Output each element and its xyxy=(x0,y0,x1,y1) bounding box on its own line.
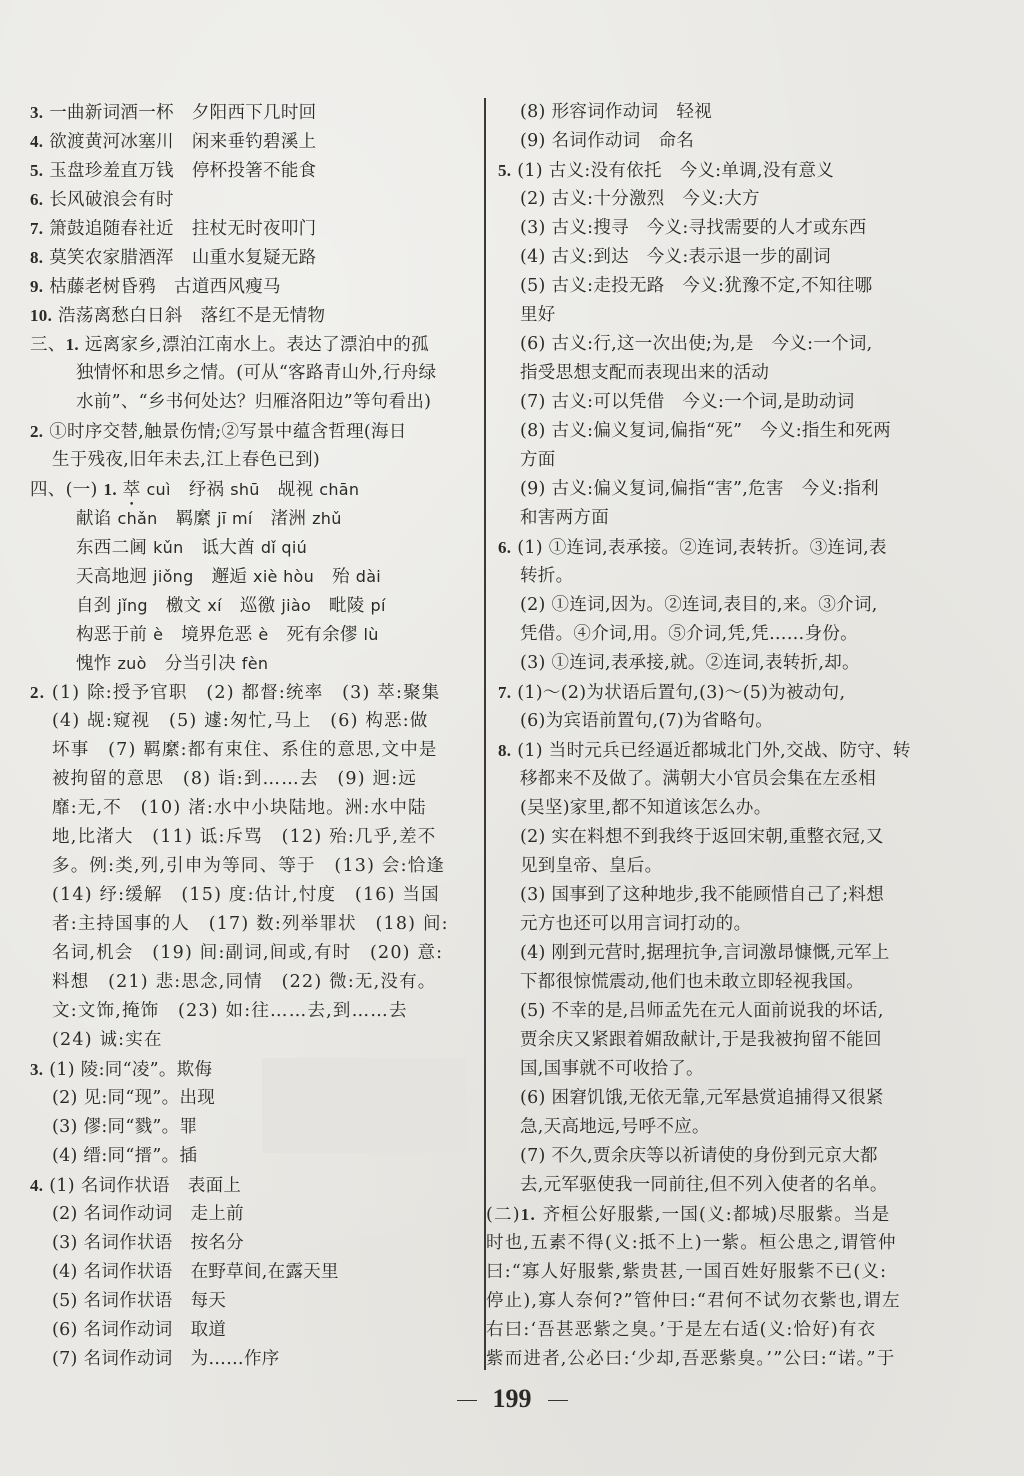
pinyin-row: 自刭 jǐng 檄文 xí 巡徼 jiào 毗陵 pí xyxy=(76,596,386,616)
section-4-q7: 7. (1)～(2)为状语后置句,(3)～(5)为被动句, (6)为宾语前置句,(7)为省略句。 xyxy=(498,683,846,731)
section-4-q4 xyxy=(30,1171,480,1374)
usage-item: (6) 名词作动词 取道 xyxy=(52,1320,227,1340)
right-column xyxy=(486,98,948,1374)
section-4-q3: 3. (1) 陵:同“凌”。欺侮 (2) 见:同“现”。出现 (3) 僇:同“戮”。罪 (4) 缙:同“搢”。插 xyxy=(30,1060,216,1166)
poetry-item: 3. 一曲新词酒一杯 夕阳西下几时回 xyxy=(30,103,317,123)
usage-item: (7) 名词作动词 为……作序 xyxy=(52,1349,280,1369)
section-4-q5: 5. (1) 古义:没有依托 今义:单调,没有意义 (2) 古义:十分激烈 今义:大方 (3) 古义:搜寻 今义:寻找需要的人才或东西 (4) 古义:到达 今义:表示退一步的副词 (5) 古义:走投无路 今义:犹豫不定,不知往哪 里好 (6) 古义:行,这一次出使;为,是 今义:一个词, 指受思想支配而表现出来的活动 (7) 古义:可以凭借 今义:一个词,是助动词 (8) 古义:偏义复词,偏指“死” 今义:指生和死两 方面 (9) 古义:偏义复词,偏指“害”,危害 今义:指利 和害两方面 xyxy=(498,161,891,528)
usage-item: (8) 形容词作动词 轻视 xyxy=(520,102,712,122)
usage-item: (9) 名词作动词 命名 xyxy=(520,131,695,151)
poetry-item: 8. 莫笑农家腊酒浑 山重水复疑无路 xyxy=(30,248,317,268)
section-4-q2: 2. (1) 除:授予官职 (2) 都督:统率 (3) 萃:聚集 (4) 觇:窥视 (5) 遽:匆忙,马上 (6) 构恶:做 坏事 (7) 羁縻:都有束住、系住的意思,文中是 被拘留的意思 (8) 诣:到……去 (9) 迥:远 靡:无,不 (10) 渚:水中小块陆地。洲:水中陆 地,比渚大 (11) 诋:斥骂 (12) 殆:几乎,差不 多。例:类,列,引申为等同、等于 (13) 会:恰逢 (14) 纾:缓解 (15) 度:估计,忖度 (16) 当国 者:主持国事的人 (17) 数:列举罪状 (18) 间: 名词,机会 (19) 间:副词,间或,有时 (20) 意: 料想 (21) 悲:思念,同情 (22) 微:无,没有。 文:文饰,掩饰 (23) 如:往……去,到……去 (24) 诚:实在 xyxy=(30,683,449,1050)
usage-item: (2) 名词作动词 走上前 xyxy=(52,1204,244,1224)
page-footer xyxy=(0,1384,1024,1414)
pinyin-row: 四、(一) 1. 萃 cuì 纾祸 shū 觇视 chān xyxy=(30,480,360,500)
poetry-item: 5. 玉盘珍羞直万钱 停杯投箸不能食 xyxy=(30,161,317,181)
section-label: (二) xyxy=(486,1205,521,1225)
pinyin-row: 愧怍 zuò 分当引决 fèn xyxy=(76,654,269,674)
pinyin-row: 献谄 chǎn 羁縻 jī mí 渚洲 zhǔ xyxy=(76,509,342,529)
section-4-part-2: (二)1. 齐桓公好服紫,一国(义:都城)尽服紫。当是 时也,五素不得(义:抵不上)一紫。桓公患之,谓管仲 曰:“寡人好服紫,紫贵甚,一国百姓好服紫不已(义: 停止),寡人奈何?”管仲曰:“君何不试勿衣紫也,谓左 右曰:‘吾甚恶紫之臭。’于是左右适(义:恰好)有衣 紫而进者,公必曰:‘少却,吾恶紫臭。’”公曰:“诺。”于 xyxy=(486,1205,901,1369)
footer-dash-left xyxy=(457,1400,477,1402)
left-column xyxy=(30,98,480,1374)
section-3: 三、1. 远离家乡,漂泊江南水上。表达了漂泊中的孤 独情怀和思乡之情。(可从“客路青山外,行舟绿 水前”、“乡书何处达？归雁洛阳边”等句看出) 2. ①时序交替,触景伤情;②写景中蕴含哲理(海日 生于残夜,旧年未去,江上春色已到) xyxy=(30,335,437,470)
column-divider xyxy=(484,98,486,1370)
usage-item: (4) 名词作状语 在野草间,在露天里 xyxy=(52,1262,339,1282)
pinyin-row: 东西二阃 kǔn 诋大酋 dǐ qiú xyxy=(76,538,308,558)
usage-item: (3) 名词作状语 按名分 xyxy=(52,1233,244,1253)
section-4-q4-continued xyxy=(498,98,948,156)
poetry-item: 7. 箫鼓追随春社近 拄杖无时夜叩门 xyxy=(30,219,317,239)
section-4-q6: 6. (1) ①连词,表承接。②连词,表转折。③连词,表 转折。 (2) ①连词,因为。②连词,表目的,来。③介词, 凭借。④介词,用。⑤介词,凭,凭……身份。 (3) ①连词,表承接,就。②连词,表转折,却。 xyxy=(498,538,887,673)
poetry-answers xyxy=(30,98,480,330)
usage-item: (5) 名词作状语 每天 xyxy=(52,1291,227,1311)
pinyin-row: 构恶于前 è 境界危恶 è 死有余僇 lù xyxy=(76,625,379,645)
page-number: 199 xyxy=(492,1384,532,1413)
section-label: 三、 xyxy=(30,335,66,355)
poetry-item: 6. 长风破浪会有时 xyxy=(30,190,174,210)
section-label: 四、(一) xyxy=(30,480,98,500)
poetry-item: 9. 枯藤老树昏鸦 古道西风瘦马 xyxy=(30,277,281,297)
footer-dash-right xyxy=(548,1400,568,1402)
poetry-item: 10. 浩荡离愁白日斜 落红不是无情物 xyxy=(30,306,326,326)
usage-item: 4. (1) 名词作状语 表面上 xyxy=(30,1176,242,1196)
section-4-q8: 8. (1) 当时元兵已经逼近都城北门外,交战、防守、转 移都来不及做了。满朝大小官员会集在左丞相 (吴坚)家里,都不知道该怎么办。 (2) 实在料想不到我终于返回宋朝,重整衣冠,又 见到皇帝、皇后。 (3) 国事到了这种地步,我不能顾惜自己了;料想 元方也还可以用言词打动的。 (4) 刚到元营时,据理抗争,言词激昂慷慨,元军上 下都很惊慌震动,他们也未敢立即轻视我国。 (5) 不幸的是,吕师孟先在元人面前说我的坏话, 贾余庆又紧跟着媚敌献计,于是我被拘留不能回 国,国事就不可收拾了。 (6) 困窘饥饿,无依无靠,元军悬赏追捕得又很紧 急,天高地远,号呼不应。 (7) 不久,贾余庆等以祈请使的身份到元京大都 去,元军驱使我一同前往,但不列入使者的名单。 xyxy=(498,741,911,1195)
section-4-part-1 xyxy=(30,475,480,678)
poetry-item: 4. 欲渡黄河冰塞川 闲来垂钓碧溪上 xyxy=(30,132,317,152)
pinyin-row: 天高地迥 jiǒng 邂逅 xiè hòu 殆 dài xyxy=(76,567,382,587)
